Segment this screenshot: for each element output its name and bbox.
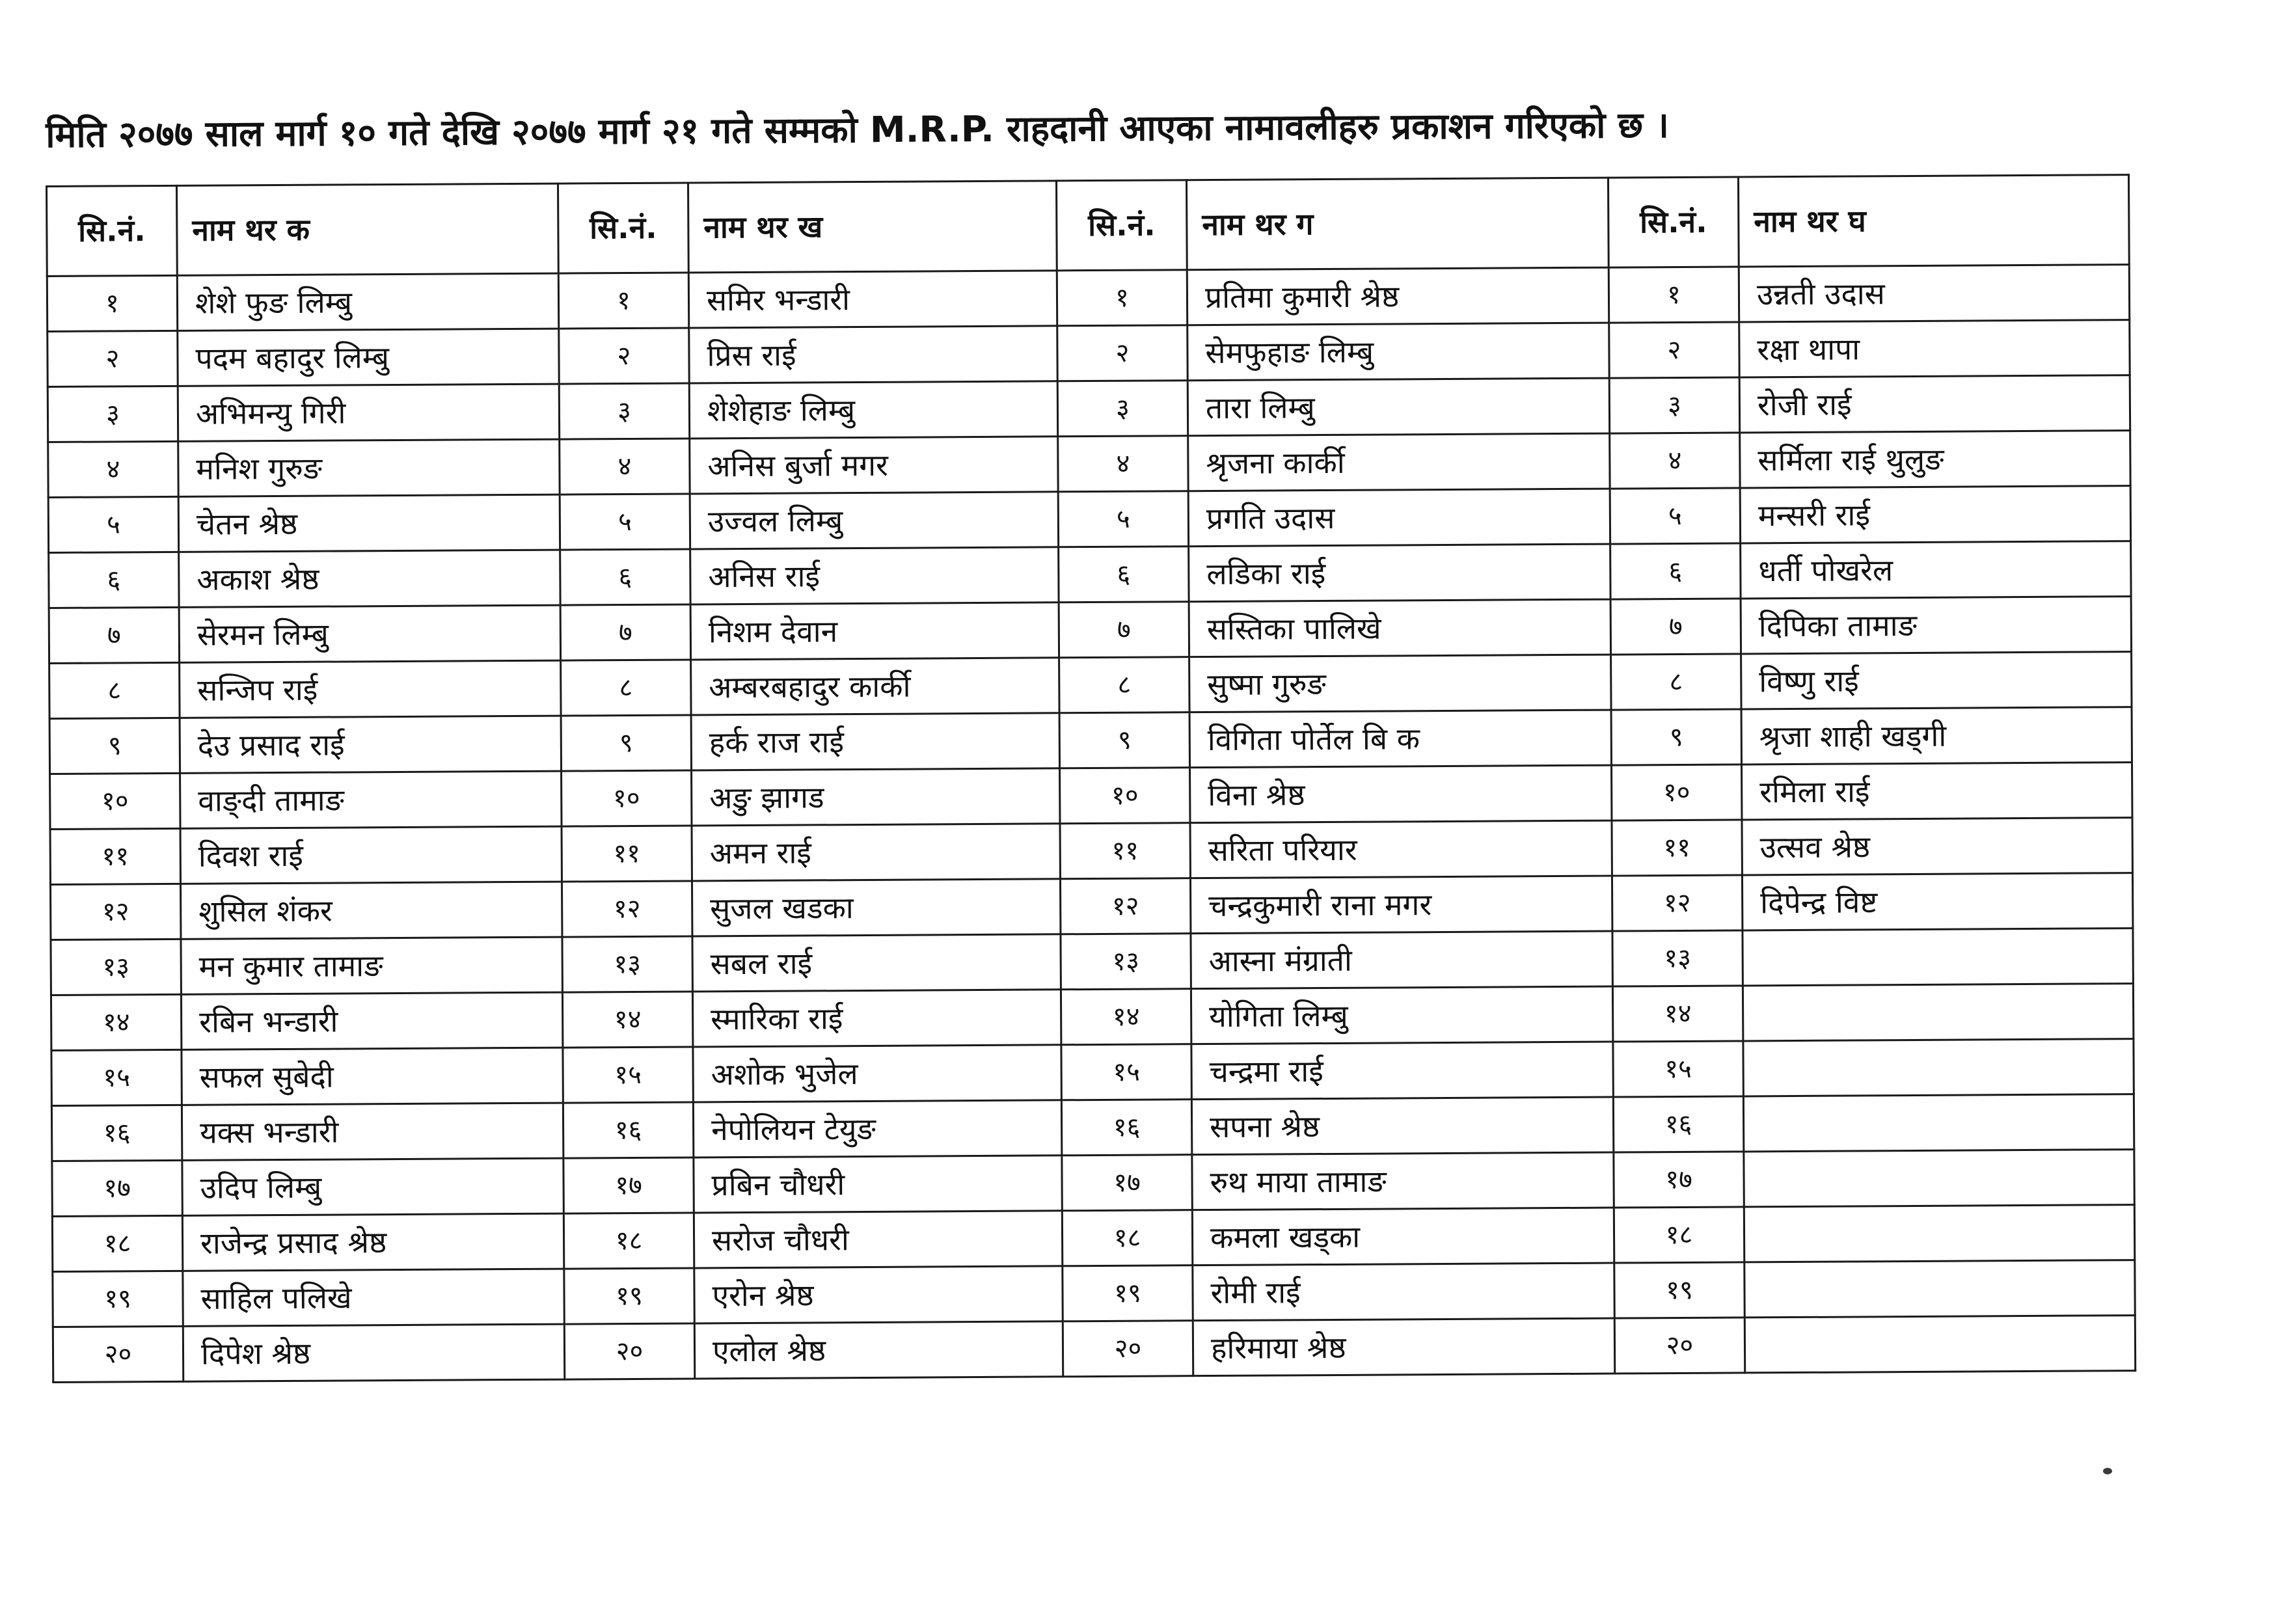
name-cell: प्रबिन चौधरी bbox=[694, 1156, 1062, 1213]
serial-number-cell: ९ bbox=[1611, 709, 1741, 765]
name-cell bbox=[1744, 1150, 2134, 1207]
serial-number-cell: ६ bbox=[49, 552, 179, 608]
serial-number-cell: २० bbox=[1063, 1321, 1193, 1377]
name-cell: सरिता परियार bbox=[1190, 820, 1612, 878]
name-cell bbox=[1744, 1205, 2134, 1262]
serial-number-cell: २ bbox=[559, 328, 689, 384]
serial-number-cell: ४ bbox=[560, 439, 690, 494]
name-cell: सेमफुहाङ लिम्बु bbox=[1188, 323, 1609, 381]
serial-number-cell: १८ bbox=[52, 1215, 182, 1271]
name-cell: सुष्मा गुरुङ bbox=[1189, 655, 1611, 712]
serial-number-cell: ७ bbox=[560, 604, 690, 660]
name-cell: रोमी राई bbox=[1193, 1263, 1614, 1321]
serial-number-cell: १७ bbox=[563, 1157, 694, 1213]
name-cell: आस्ना मंग्राती bbox=[1191, 931, 1612, 989]
name-cell: सर्मिला राई थुलुङ bbox=[1740, 431, 2130, 488]
name-cell: प्रगति उदास bbox=[1188, 489, 1610, 547]
serial-number-cell: १० bbox=[562, 770, 692, 826]
name-cell: अम्बरबहादुर कार्की bbox=[691, 658, 1059, 715]
name-header: नाम थर क bbox=[177, 183, 559, 275]
name-cell: रोजी राई bbox=[1739, 375, 2130, 433]
serial-number-cell: १५ bbox=[1613, 1041, 1743, 1097]
serial-header: सि.नं. bbox=[1056, 180, 1187, 271]
serial-number-cell: १६ bbox=[1061, 1100, 1191, 1156]
serial-number-cell: १४ bbox=[562, 992, 692, 1048]
name-cell: उत्सव श्रेष्ठ bbox=[1742, 818, 2132, 875]
name-cell: पदम बहादुर लिम्बु bbox=[178, 329, 559, 386]
name-cell: उदिप लिम्बु bbox=[182, 1158, 563, 1215]
serial-number-cell: १० bbox=[1060, 768, 1190, 824]
name-cell: प्रतिमा कुमारी श्रेष्ठ bbox=[1187, 267, 1608, 325]
serial-number-cell: १ bbox=[1608, 267, 1739, 323]
name-cell: हरिमाया श्रेष्ठ bbox=[1193, 1318, 1614, 1376]
name-cell: राजेन्द्र प्रसाद श्रेष्ठ bbox=[182, 1213, 563, 1271]
table-row bbox=[53, 1316, 2135, 1383]
name-cell: प्रिस राई bbox=[689, 326, 1057, 383]
serial-number-cell: ३ bbox=[1057, 381, 1188, 437]
name-header: नाम थर घ bbox=[1738, 175, 2129, 267]
serial-number-cell: १९ bbox=[564, 1268, 694, 1324]
name-cell: सस्तिका पालिखे bbox=[1189, 599, 1610, 657]
serial-number-cell: ८ bbox=[49, 662, 180, 718]
name-cell: सपना श्रेष्ठ bbox=[1191, 1097, 1613, 1155]
name-cell bbox=[1743, 928, 2133, 986]
serial-number-cell: १३ bbox=[1061, 934, 1191, 990]
serial-header: सि.नं. bbox=[47, 185, 178, 276]
name-cell: शेशेहाङ लिम्बु bbox=[689, 381, 1057, 439]
name-cell: सन्जिप राई bbox=[180, 660, 561, 718]
serial-number-cell: १ bbox=[558, 273, 688, 329]
name-list-sheet bbox=[46, 174, 2136, 1383]
name-cell: विना श्रेष्ठ bbox=[1190, 765, 1612, 823]
name-cell: दिपेश श्रेष्ठ bbox=[183, 1324, 564, 1381]
serial-number-cell: १२ bbox=[562, 881, 692, 937]
name-cell: सरोज चौधरी bbox=[694, 1211, 1062, 1268]
name-cell: अनिस राई bbox=[690, 547, 1059, 604]
serial-number-cell: ४ bbox=[1058, 436, 1188, 492]
serial-number-cell: ५ bbox=[560, 494, 690, 550]
name-cell: योगिता लिम्बु bbox=[1191, 986, 1612, 1044]
serial-number-cell: ३ bbox=[1609, 377, 1739, 433]
name-cell: सेरमन लिम्बु bbox=[179, 605, 560, 662]
name-cell: रमिला राई bbox=[1742, 763, 2132, 820]
name-cell: सुजल खडका bbox=[692, 879, 1060, 936]
name-cell: श्रृजा शाही खड्गी bbox=[1741, 707, 2132, 765]
serial-number-cell: ५ bbox=[48, 496, 178, 552]
name-cell: एलोल श्रेष्ठ bbox=[694, 1321, 1063, 1379]
name-cell: विष्णु राई bbox=[1741, 652, 2132, 709]
name-cell: दिपेन्द्र विष्ट bbox=[1742, 873, 2132, 930]
name-cell: नेपोलियन टेयुङ bbox=[693, 1100, 1061, 1157]
serial-number-cell: १५ bbox=[51, 1049, 182, 1105]
serial-number-cell: ७ bbox=[49, 607, 179, 663]
name-cell: उन्नती उदास bbox=[1739, 265, 2129, 322]
serial-number-cell: १९ bbox=[1063, 1265, 1193, 1321]
name-cell: विगिता पोर्तेल बि क bbox=[1189, 710, 1611, 768]
name-cell: मन कुमार तामाङ bbox=[181, 937, 562, 994]
name-cell bbox=[1744, 1260, 2135, 1318]
name-cell: अङु झागड bbox=[692, 768, 1060, 826]
name-cell: साहिल पलिखे bbox=[183, 1269, 564, 1326]
name-cell: देउ प्रसाद राई bbox=[180, 716, 561, 773]
serial-number-cell: १४ bbox=[51, 994, 181, 1050]
serial-number-cell: ९ bbox=[1059, 712, 1189, 768]
name-cell: मन्सरी राई bbox=[1740, 486, 2130, 543]
serial-number-cell: १३ bbox=[562, 936, 692, 992]
name-cell bbox=[1743, 1094, 2134, 1152]
serial-number-cell: ८ bbox=[561, 660, 691, 716]
serial-number-cell: १८ bbox=[1614, 1207, 1744, 1263]
name-cell: दिवश राई bbox=[180, 826, 562, 884]
serial-number-cell: ६ bbox=[560, 549, 690, 605]
serial-number-cell: ५ bbox=[1058, 491, 1188, 547]
name-cell: चन्द्रकुमारी राना मगर bbox=[1190, 876, 1612, 934]
serial-number-cell: ६ bbox=[1059, 547, 1189, 602]
serial-number-cell: १९ bbox=[53, 1271, 183, 1327]
serial-number-cell: १७ bbox=[1614, 1152, 1744, 1208]
name-header: नाम थर ग bbox=[1186, 178, 1608, 270]
name-cell: अनिस बुर्जा मगर bbox=[690, 437, 1058, 494]
serial-number-cell: १३ bbox=[1612, 930, 1743, 986]
name-cell: कमला खड्का bbox=[1192, 1208, 1614, 1265]
serial-number-cell: १२ bbox=[1612, 875, 1742, 931]
name-cell: निशम देवान bbox=[690, 602, 1059, 660]
name-cell: तारा लिम्बु bbox=[1188, 378, 1609, 436]
passport-name-table bbox=[46, 174, 2136, 1383]
serial-number-cell: १८ bbox=[563, 1213, 694, 1269]
serial-number-cell: १७ bbox=[52, 1160, 182, 1216]
name-cell: अभिमन्यु गिरी bbox=[178, 384, 559, 441]
serial-number-cell: ९ bbox=[561, 715, 691, 771]
serial-number-cell: २ bbox=[1057, 325, 1188, 381]
name-cell: सबल राई bbox=[692, 934, 1061, 992]
serial-number-cell: २० bbox=[53, 1326, 183, 1382]
table-body bbox=[47, 265, 2135, 1383]
name-cell: सफल सुबेदी bbox=[182, 1048, 563, 1105]
serial-number-cell: १ bbox=[47, 275, 177, 331]
serial-number-cell: ७ bbox=[1610, 599, 1741, 655]
name-cell: चेतन श्रेष्ठ bbox=[178, 494, 560, 552]
serial-number-cell: १५ bbox=[563, 1047, 693, 1103]
serial-number-cell: ११ bbox=[50, 828, 180, 884]
serial-number-cell: १० bbox=[50, 773, 180, 829]
name-cell: श्रृजना कार्की bbox=[1188, 433, 1610, 491]
serial-number-cell: ५ bbox=[1610, 488, 1740, 544]
name-cell bbox=[1744, 1316, 2135, 1373]
name-cell bbox=[1743, 984, 2133, 1041]
serial-number-cell: २० bbox=[1614, 1318, 1744, 1374]
name-cell: शुसिल शंकर bbox=[180, 882, 562, 939]
serial-number-cell: १४ bbox=[1061, 989, 1191, 1045]
name-cell: अकाश श्रेष्ठ bbox=[179, 550, 560, 607]
serial-number-cell: १६ bbox=[563, 1102, 693, 1158]
name-cell: रबिन भन्डारी bbox=[181, 992, 562, 1049]
serial-number-cell: ४ bbox=[48, 441, 178, 497]
serial-number-cell: १७ bbox=[1062, 1155, 1192, 1211]
name-cell: स्मारिका राई bbox=[692, 990, 1061, 1047]
name-header: नाम थर ख bbox=[688, 181, 1057, 273]
serial-number-cell: २ bbox=[48, 331, 178, 386]
serial-number-cell: १६ bbox=[51, 1105, 182, 1161]
scan-speck bbox=[2103, 1468, 2112, 1474]
serial-number-cell: १२ bbox=[51, 884, 181, 940]
name-cell: अमन राई bbox=[692, 824, 1060, 881]
serial-number-cell: ११ bbox=[1060, 823, 1190, 879]
serial-number-cell: ११ bbox=[562, 826, 692, 882]
serial-number-cell: ८ bbox=[1611, 654, 1741, 710]
page-title: मिति २०७७ साल मार्ग १० गते देखि २०७७ मार्ग २१ गते सम्मको M.R.P. राहदानी आएका नामावलीहरु प्रकाशन गरिएको छ । bbox=[46, 103, 1670, 156]
serial-number-cell: ४ bbox=[1610, 433, 1740, 489]
name-cell: लडिका राई bbox=[1189, 544, 1610, 602]
name-cell: चन्द्रमा राई bbox=[1191, 1042, 1613, 1100]
name-cell: अशोक भुजेल bbox=[693, 1045, 1061, 1102]
name-cell: शेशे फुङ लिम्बु bbox=[177, 273, 558, 331]
name-cell: एरोन श्रेष्ठ bbox=[694, 1266, 1063, 1323]
serial-number-cell: १४ bbox=[1612, 986, 1743, 1042]
name-cell: धर्ती पोखरेल bbox=[1741, 541, 2131, 599]
table-header-row bbox=[47, 175, 2130, 277]
name-cell: उज्वल लिम्बु bbox=[690, 492, 1058, 549]
serial-number-cell: ११ bbox=[1612, 820, 1742, 876]
name-cell: समिर भन्डारी bbox=[688, 271, 1057, 328]
name-cell: रुथ माया तामाङ bbox=[1192, 1152, 1614, 1210]
serial-number-cell: ६ bbox=[1610, 543, 1741, 599]
name-cell: हर्क राज राई bbox=[691, 713, 1059, 770]
serial-number-cell: १५ bbox=[1061, 1044, 1191, 1100]
serial-number-cell: ९ bbox=[49, 718, 180, 774]
serial-number-cell: १६ bbox=[1613, 1096, 1743, 1152]
name-cell: दिपिका तामाङ bbox=[1741, 597, 2131, 654]
serial-number-cell: ८ bbox=[1059, 657, 1189, 713]
serial-number-cell: ३ bbox=[48, 386, 178, 442]
serial-header: सि.नं. bbox=[1608, 177, 1739, 267]
serial-number-cell: २० bbox=[564, 1323, 694, 1379]
serial-number-cell: १८ bbox=[1062, 1210, 1192, 1266]
serial-number-cell: १० bbox=[1612, 765, 1742, 820]
serial-header: सि.नं. bbox=[558, 183, 688, 273]
serial-number-cell: १२ bbox=[1060, 878, 1190, 934]
serial-number-cell: ३ bbox=[559, 383, 689, 439]
serial-number-cell: १९ bbox=[1614, 1262, 1744, 1318]
serial-number-cell: १३ bbox=[51, 939, 181, 995]
serial-number-cell: २ bbox=[1609, 322, 1739, 378]
serial-number-cell: १ bbox=[1057, 270, 1187, 326]
name-cell: वाङ्दी तामाङ bbox=[180, 771, 562, 828]
name-cell bbox=[1743, 1039, 2134, 1096]
serial-number-cell: ७ bbox=[1059, 602, 1189, 658]
name-cell: मनिश गुरुङ bbox=[178, 439, 560, 496]
name-cell: रक्षा थापा bbox=[1739, 320, 2130, 377]
name-cell: यक्स भन्डारी bbox=[182, 1103, 563, 1160]
